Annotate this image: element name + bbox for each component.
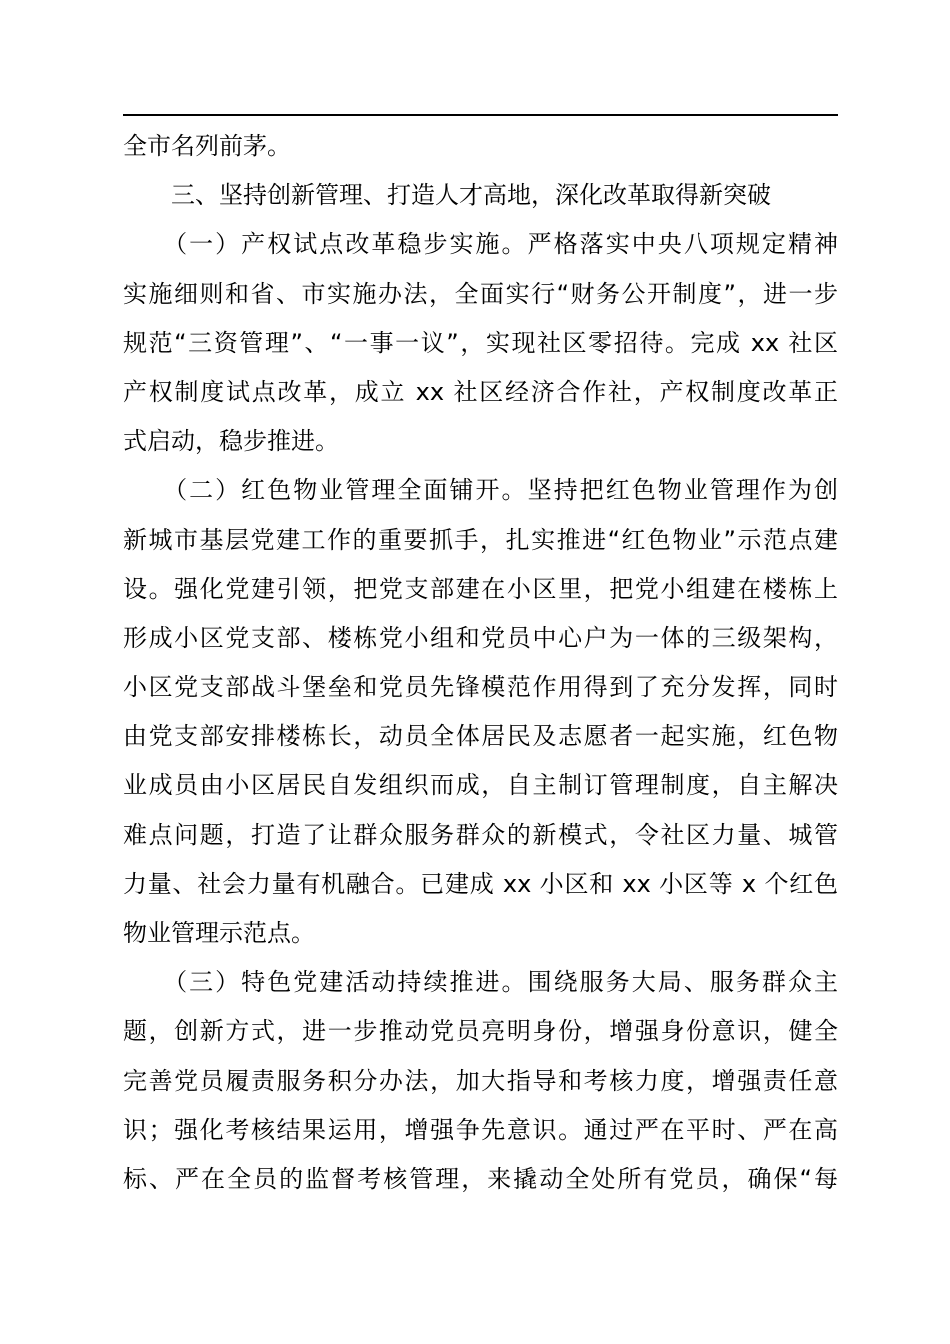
- text-line: 小区党支部战斗堡垒和党员先锋模范作用得到了充分发挥，同时: [123, 673, 838, 702]
- text-line: （一）产权试点改革稳步实施。严格落实中央八项规定精神: [123, 230, 838, 259]
- text-line: 完善党员履责服务积分办法，加大指导和考核力度，增强责任意: [123, 1066, 838, 1095]
- text-line: 产权制度试点改革，成立 xx 社区经济合作社，产权制度改革正: [123, 377, 838, 406]
- header-rule: [123, 114, 838, 116]
- text-line: 题，创新方式，进一步推动党员亮明身份，增强身份意识，健全: [123, 1017, 838, 1046]
- document-body: [123, 122, 838, 1204]
- text-line: 实施细则和省、市实施办法，全面实行“财务公开制度”，进一步: [123, 279, 838, 308]
- text-line: 物业管理示范点。: [123, 919, 315, 947]
- text-line: 新城市基层党建工作的重要抓手，扎实推进“红色物业”示范点建: [123, 525, 838, 554]
- text-line: 形成小区党支部、楼栋党小组和党员中心户为一体的三级架构，: [123, 623, 838, 652]
- section-heading: 三、坚持创新管理、打造人才高地，深化改革取得新突破: [123, 181, 771, 210]
- text-line: 设。强化党建引领，把党支部建在小区里，把党小组建在楼栋上: [123, 574, 838, 603]
- text-line: 业成员由小区居民自发组织而成，自主制订管理制度，自主解决: [123, 771, 838, 800]
- text-line: 由党支部安排楼栋长，动员全体居民及志愿者一起实施，红色物: [123, 722, 838, 751]
- text-line: 规范“三资管理”、“一事一议”，实现社区零招待。完成 xx 社区: [123, 328, 838, 357]
- text-line: （三）特色党建活动持续推进。围绕服务大局、服务群众主: [123, 968, 838, 997]
- text-line: 全市名列前茅。: [123, 132, 291, 160]
- text-line: 力量、社会力量有机融合。已建成 xx 小区和 xx 小区等 x 个红色: [123, 869, 838, 898]
- text-line: 识；强化考核结果运用，增强争先意识。通过严在平时、严在高: [123, 1115, 838, 1144]
- text-line: （二）红色物业管理全面铺开。坚持把红色物业管理作为创: [123, 476, 838, 505]
- text-line: 标、严在全员的监督考核管理，来撬动全处所有党员，确保“每: [123, 1164, 838, 1193]
- text-line: 难点问题，打造了让群众服务群众的新模式，令社区力量、城管: [123, 820, 838, 849]
- text-line: 式启动，稳步推进。: [123, 427, 339, 456]
